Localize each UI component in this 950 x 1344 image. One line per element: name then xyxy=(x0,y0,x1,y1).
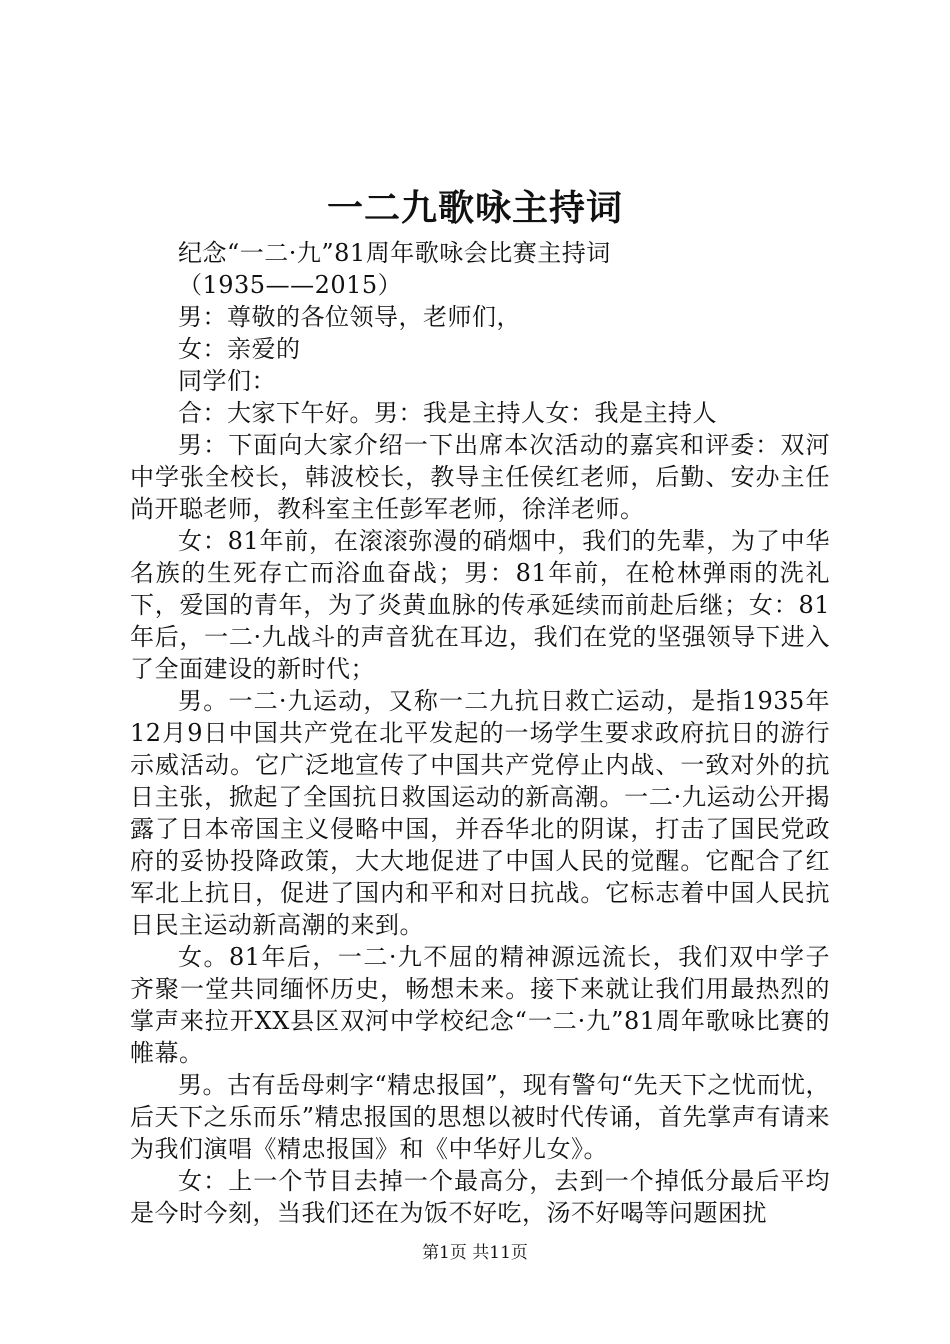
paragraph-movement: 男。一二·九运动，又称一二九抗日救亡运动，是指1935年12月9日中国共产党在北平发起的一场学生要求政府抗日的游行示威活动。它广泛地宣传了中国共产党停止内战、一致对外的抗日主张，掀起了全国抗日救国运动的新高潮。一二·九运动公开揭露了日本帝国主义侵略中国，并吞华北的阴谋，打击了国民党政府的妥协投降政策，大大地促进了中国人民的觉醒。它配合了红军北上抗日，促进了国内和平和对日抗战。它标志着中国人民抗日民主运动新高潮的来到。 xyxy=(130,687,830,939)
paragraph-history-intro: 女：81年前，在滚滚弥漫的硝烟中，我们的先辈，为了中华名族的生死存亡而浴血奋战；男：81年前，在枪林弹雨的洗礼下，爱国的青年，为了炎黄血脉的传承延续而前赴后继；女：81年后，一二·九战斗的声音犹在耳边，我们在党的坚强领导下进入了全面建设的新时代； xyxy=(130,527,830,683)
page-footer: 第1页 共11页 xyxy=(422,1243,528,1263)
paragraph-greeting-male: 男：尊敬的各位领导，老师们， xyxy=(178,303,521,331)
paragraph-students: 同学们： xyxy=(178,367,276,395)
paragraph-opening: 女。81年后，一二·九不屈的精神源远流长，我们双中学子齐聚一堂共同缅怀历史，畅想未来。接下来就让我们用最热烈的掌声来拉开XX县区双河中学校纪念“一二·九”81周年歌咏比赛的帷幕。 xyxy=(130,943,830,1067)
paragraph-guests: 男：下面向大家介绍一下出席本次活动的嘉宾和评委：双河中学张全校长，韩波校长，教导主任侯红老师，后勤、安办主任尚开聪老师，教科室主任彭军老师，徐洋老师。 xyxy=(130,431,830,523)
paragraph-together: 合：大家下午好。男：我是主持人女：我是主持人 xyxy=(178,399,717,427)
document-title: 一二九歌咏主持词 xyxy=(326,187,623,229)
paragraph-years: （1935——2015） xyxy=(178,271,403,299)
paragraph-scoring: 女：上一个节目去掉一个最高分，去到一个掉低分最后平均是今时今刻，当我们还在为饭不好吃，汤不好喝等问题困扰 xyxy=(130,1167,830,1227)
paragraph-greeting-female: 女：亲爱的 xyxy=(178,335,301,363)
document-body xyxy=(130,237,830,1229)
paragraph-subtitle: 纪念“一二·九”81周年歌咏会比赛主持词 xyxy=(178,239,611,267)
paragraph-first-act: 男。古有岳母刺字“精忠报国”，现有警句“先天下之忧而忧，后天下之乐而乐”精忠报国的思想以被时代传诵，首先掌声有请来为我们演唱《精忠报国》和《中华好儿女》。 xyxy=(130,1071,830,1163)
